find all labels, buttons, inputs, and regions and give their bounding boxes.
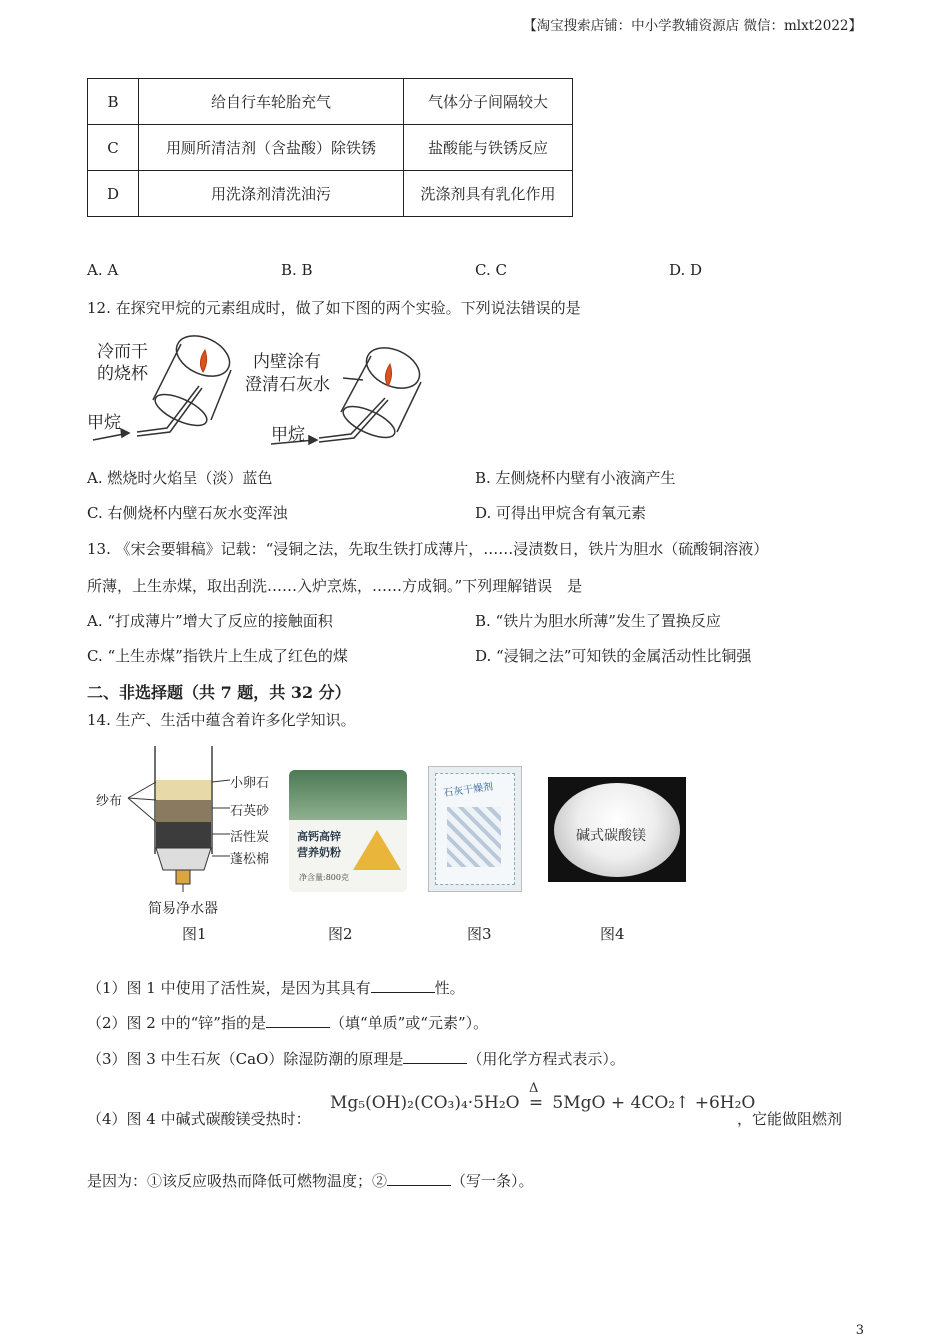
desiccant-packet-image xyxy=(428,766,522,892)
caption-fig2: 图2 xyxy=(328,925,353,943)
right-beaker-label-1: 内壁涂有 xyxy=(253,352,321,372)
row-action: 用洗涤剂清洗油污 xyxy=(139,171,404,217)
left-gas-label: 甲烷 xyxy=(87,413,121,433)
row-reason: 气体分子间隔较大 xyxy=(404,79,573,125)
answer-blank[interactable] xyxy=(387,1171,451,1186)
sub4-text: 是因为：①该反应吸热而降低可燃物温度；② xyxy=(87,1172,388,1190)
q12-option-a: A. 燃烧时火焰呈（淡）蓝色 xyxy=(87,469,273,487)
q14-sub1 xyxy=(87,977,465,998)
beaker-drawing xyxy=(85,330,445,445)
q12-option-b: B. 左侧烧杯内壁有小液滴产生 xyxy=(475,469,676,487)
row-reason: 洗涤剂具有乳化作用 xyxy=(404,171,573,217)
activated-carbon-label: 活性炭 xyxy=(230,830,270,845)
q14-sub4-intro: （4）图 4 中碱式碳酸镁受热时： xyxy=(87,1110,311,1128)
q11-option-b: B. B xyxy=(281,261,313,279)
q13-stem-line2: 所薄，上生赤煤，取出刮洗……入炉烹炼，……方成铜。”下列理解错误 是 xyxy=(87,577,583,595)
sub3-tail: （用化学方程式表示）。 xyxy=(467,1050,625,1068)
milk-powder-can-image xyxy=(289,770,407,892)
q11-option-d: D. D xyxy=(669,261,703,279)
section-heading: 二、非选择题（共 7 题，共 32 分） xyxy=(87,683,351,702)
q12-option-d: D. 可得出甲烷含有氧元素 xyxy=(475,504,647,522)
right-beaker-label-2: 澄清石灰水 xyxy=(245,375,330,395)
methane-experiment-figure xyxy=(85,330,445,445)
right-beaker-icon xyxy=(271,340,426,444)
q14-sub4-tail: ，它能做阻燃剂 xyxy=(737,1110,843,1128)
q11-option-a: A. A xyxy=(87,261,119,279)
q13-option-a: A. “打成薄片”增大了反应的接触面积 xyxy=(87,612,333,630)
decomposition-equation: Mg₅(OH)₂(CO₃)₄·5H₂O Δ = 5MgO + 4CO₂↑ +6H₂O xyxy=(330,1081,756,1113)
magnesium-carbonate-label: 碱式碳酸镁 xyxy=(576,828,646,844)
pebble-label: 小卵石 xyxy=(230,776,270,791)
q14-sub4-line2 xyxy=(87,1170,534,1191)
sub1-tail: 性。 xyxy=(434,979,465,997)
row-letter: B xyxy=(88,79,139,125)
q13-option-c: C. “上生赤煤”指铁片上生成了红色的煤 xyxy=(87,647,348,665)
left-beaker-label-2: 的烧杯 xyxy=(97,364,148,384)
table-row xyxy=(88,79,573,125)
caption-fig4: 图4 xyxy=(600,925,625,943)
sub4-tail2: （写一条）。 xyxy=(451,1172,534,1190)
row-letter: D xyxy=(88,171,139,217)
heat-condition: Δ xyxy=(529,1081,539,1096)
magnesium-carbonate-image xyxy=(548,777,686,882)
row-action: 给自行车轮胎充气 xyxy=(139,79,404,125)
q12-stem: 12. 在探究甲烷的元素组成时，做了如下图的两个实验。下列说法错误的是 xyxy=(87,299,581,317)
q14-sub2 xyxy=(87,1012,488,1033)
answer-blank[interactable] xyxy=(403,1049,467,1064)
caption-fig3: 图3 xyxy=(467,925,492,943)
gauze-label: 纱布 xyxy=(96,794,123,809)
q14-sub3 xyxy=(87,1048,625,1069)
equation-rhs: 5MgO + 4CO₂↑ +6H₂O xyxy=(552,1093,756,1113)
answer-blank[interactable] xyxy=(266,1013,330,1028)
answer-blank[interactable] xyxy=(371,978,435,993)
options-table xyxy=(87,78,573,217)
table-row xyxy=(88,171,573,217)
sub1-text: （1）图 1 中使用了活性炭，是因为其具有 xyxy=(87,979,371,997)
left-beaker-label-1: 冷而干 xyxy=(97,342,148,362)
milk-text-1: 高钙高锌 xyxy=(297,830,341,843)
q13-option-b: B. “铁片为胆水所薄”发生了置换反应 xyxy=(475,612,721,630)
caption-fig1: 图1 xyxy=(182,925,207,943)
row-letter: C xyxy=(88,125,139,171)
equation-lhs: Mg₅(OH)₂(CO₃)₄·5H₂O xyxy=(330,1093,520,1113)
milk-text-2: 营养奶粉 xyxy=(297,846,341,859)
row-reason: 盐酸能与铁锈反应 xyxy=(404,125,573,171)
sub3-text: （3）图 3 中生石灰（CaO）除湿防潮的原理是 xyxy=(87,1050,404,1068)
q13-stem-line1: 13. 《宋会要辑稿》记载：“浸铜之法，先取生铁打成薄片，……浸渍数日，铁片为胆水（硫酸铜溶液） xyxy=(87,540,769,558)
q11-option-c: C. C xyxy=(475,261,507,279)
page-header: 【淘宝搜索店铺：中小学教辅资源店 微信：mlxt2022】 xyxy=(523,18,862,34)
sub2-tail: （填“单质”或“元素”）。 xyxy=(329,1014,489,1032)
table-row xyxy=(88,125,573,171)
q14-stem: 14. 生产、生活中蕴含着许多化学知识。 xyxy=(87,711,356,729)
purifier-title: 简易净水器 xyxy=(148,901,218,917)
q13-option-d: D. “浸铜之法”可知铁的金属活动性比铜强 xyxy=(475,647,752,665)
sub2-text: （2）图 2 中的“锌”指的是 xyxy=(87,1014,266,1032)
right-gas-label: 甲烷 xyxy=(271,425,305,445)
milk-text-3: 净含量:800克 xyxy=(299,873,349,882)
cotton-label: 蓬松棉 xyxy=(230,852,270,867)
left-beaker-icon xyxy=(93,330,236,440)
page-number: 3 xyxy=(855,1323,864,1338)
row-action: 用厕所清洁剂（含盐酸）除铁锈 xyxy=(139,125,404,171)
desiccant-text: 石灰干燥剂 xyxy=(442,781,494,800)
q12-option-c: C. 右侧烧杯内壁石灰水变浑浊 xyxy=(87,504,288,522)
quartz-sand-label: 石英砂 xyxy=(230,804,270,819)
water-purifier-figure xyxy=(92,742,282,922)
